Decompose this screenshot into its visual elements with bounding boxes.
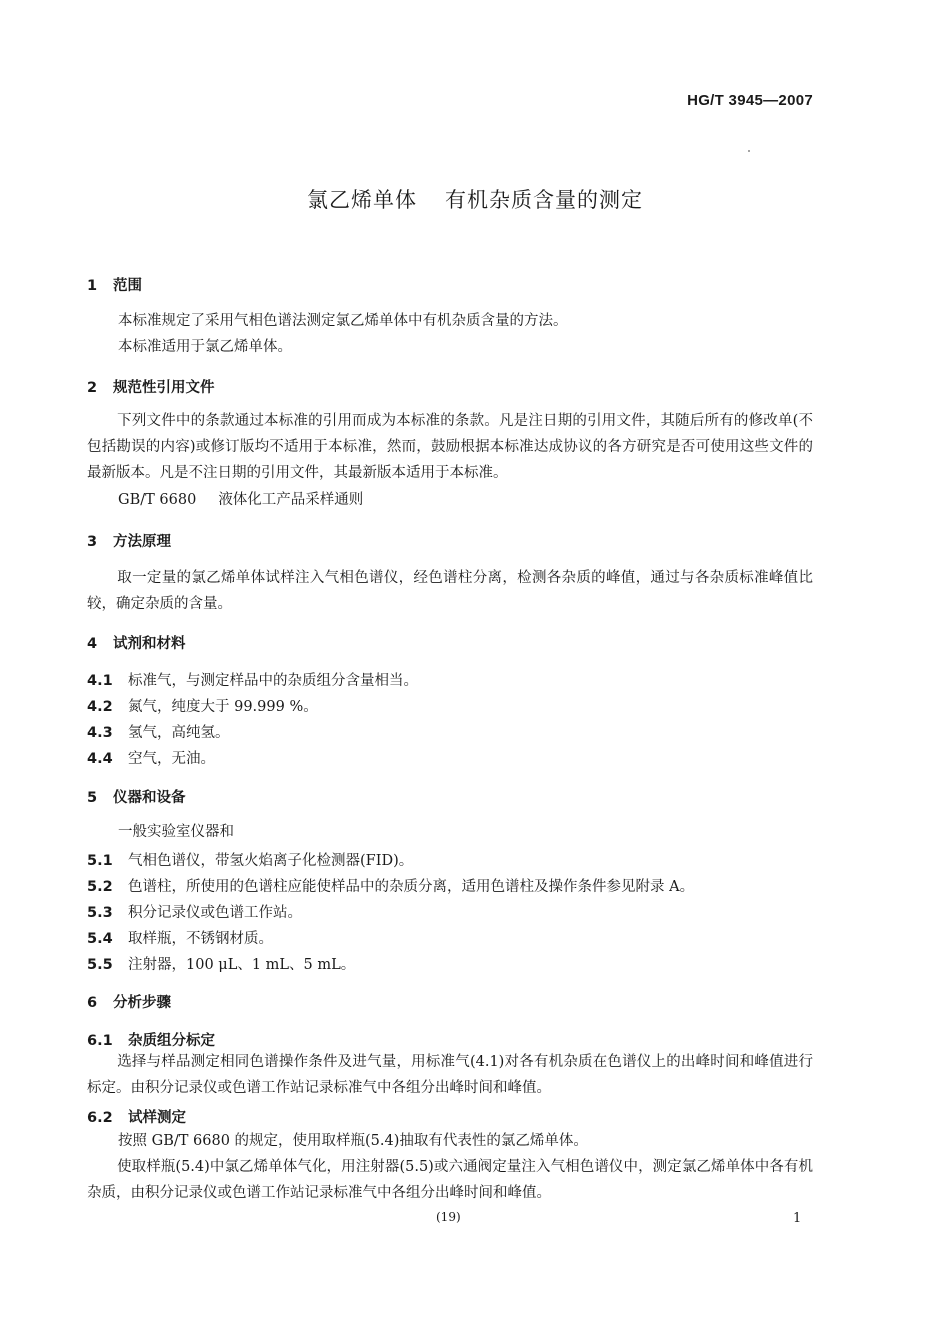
section-title: 方法原理 xyxy=(113,534,171,550)
section-title: 规范性引用文件 xyxy=(113,380,215,396)
section-number: 4 xyxy=(87,636,98,652)
section-title: 试剂和材料 xyxy=(113,636,186,652)
reference-code: GB/T 6680 xyxy=(118,492,197,508)
standard-number: HG/T 3945—2007 xyxy=(687,92,813,109)
s2-paragraph-1 xyxy=(87,408,813,486)
item-text: 空气，无油。 xyxy=(128,751,215,767)
section-number: 6 xyxy=(87,995,98,1011)
s3-paragraph-text: 取一定量的氯乙烯单体试样注入气相色谱仪，经色谱柱分离，检测各杂质的峰值，通过与各杂质标准峰值比较，确定杂质的含量。 xyxy=(87,570,813,612)
item-text: 氢气，高纯氢。 xyxy=(128,725,230,741)
s6-2-paragraph-2 xyxy=(87,1154,813,1206)
subsection-6-1-heading xyxy=(87,1029,215,1050)
reference-title: 液体化工产品采样通则 xyxy=(218,492,364,508)
section-1-heading xyxy=(87,274,142,295)
item-5-5 xyxy=(87,953,355,974)
title-part-1: 氯乙烯单体 xyxy=(307,188,417,212)
item-number: 5.5 xyxy=(87,957,113,973)
s6-2-paragraph-text: 使取样瓶(5.4)中氯乙烯单体气化，用注射器(5.5)或六通阀定量注入气相色谱仪中，测定氯乙烯单体中各有机杂质，由积分记录仪或色谱工作站记录标准气中各组分出峰时间和峰值。 xyxy=(87,1159,813,1201)
s1-paragraph-2: 本标准适用于氯乙烯单体。 xyxy=(118,339,292,355)
section-3-heading xyxy=(87,530,171,551)
item-number: 4.2 xyxy=(87,699,113,715)
item-text: 氮气，纯度大于 99.999 %。 xyxy=(128,699,318,715)
item-number: 5.3 xyxy=(87,905,113,921)
subsection-6-2-heading xyxy=(87,1106,186,1127)
item-text: 气相色谱仪，带氢火焰离子化检测器(FID)。 xyxy=(128,853,414,869)
scan-speck xyxy=(748,150,750,152)
section-title: 范围 xyxy=(113,278,142,294)
s5-intro: 一般实验室仪器和 xyxy=(118,824,234,840)
section-number: 2 xyxy=(87,380,98,396)
section-title: 分析步骤 xyxy=(113,995,171,1011)
s1-paragraph-1: 本标准规定了采用气相色谱法测定氯乙烯单体中有机杂质含量的方法。 xyxy=(118,313,568,329)
item-4-1 xyxy=(87,669,418,690)
s3-paragraph-1 xyxy=(87,565,813,617)
item-number: 5.2 xyxy=(87,879,113,895)
item-number: 4.4 xyxy=(87,751,113,767)
section-2-heading xyxy=(87,376,215,397)
subsection-number: 6.1 xyxy=(87,1033,113,1049)
item-text: 注射器，100 μL、1 mL、5 mL。 xyxy=(128,957,356,973)
section-5-heading xyxy=(87,786,186,807)
item-4-2 xyxy=(87,695,318,716)
item-text: 积分记录仪或色谱工作站。 xyxy=(128,905,302,921)
subsection-number: 6.2 xyxy=(87,1110,113,1126)
item-4-3 xyxy=(87,721,230,742)
s2-reference xyxy=(118,491,363,509)
s2-paragraph-text: 下列文件中的条款通过本标准的引用而成为本标准的条款。凡是注日期的引用文件，其随后所有的修改单(不包括勘误的内容)或修订版均不适用于本标准，然而，鼓励根据本标准达成协议的各方研究是否可使用这些文件的最新版本。凡是不注日期的引用文件，其最新版本适用于本标准。 xyxy=(87,413,813,481)
item-4-4 xyxy=(87,747,215,768)
item-5-3 xyxy=(87,901,302,922)
item-number: 4.1 xyxy=(87,673,113,689)
section-6-heading xyxy=(87,991,171,1012)
section-4-heading xyxy=(87,632,186,653)
page-number: 1 xyxy=(793,1211,802,1226)
title-part-2: 有机杂质含量的测定 xyxy=(445,188,643,212)
original-page-number: (19) xyxy=(436,1210,461,1224)
s6-1-paragraph xyxy=(87,1049,813,1101)
item-number: 4.3 xyxy=(87,725,113,741)
section-title: 仪器和设备 xyxy=(113,790,186,806)
item-text: 色谱柱，所使用的色谱柱应能使样品中的杂质分离，适用色谱柱及操作条件参见附录 A。 xyxy=(128,879,695,895)
item-number: 5.1 xyxy=(87,853,113,869)
section-number: 5 xyxy=(87,790,98,806)
subsection-title: 杂质组分标定 xyxy=(128,1033,215,1049)
item-number: 5.4 xyxy=(87,931,113,947)
item-text: 取样瓶，不锈钢材质。 xyxy=(128,931,273,947)
section-number: 3 xyxy=(87,534,98,550)
section-number: 1 xyxy=(87,278,98,294)
s6-1-paragraph-text: 选择与样品测定相同色谱操作条件及进气量，用标准气(4.1)对各有机杂质在色谱仪上的出峰时间和峰值进行标定。由积分记录仪或色谱工作站记录标准气中各组分出峰时间和峰值。 xyxy=(87,1054,813,1096)
item-5-1 xyxy=(87,849,413,870)
document-title xyxy=(0,184,950,214)
s6-2-paragraph-1: 按照 GB/T 6680 的规定，使用取样瓶(5.4)抽取有代表性的氯乙烯单体。 xyxy=(118,1133,588,1149)
item-text: 标准气，与测定样品中的杂质组分含量相当。 xyxy=(128,673,418,689)
item-5-4 xyxy=(87,927,273,948)
item-5-2 xyxy=(87,875,694,896)
subsection-title: 试样测定 xyxy=(128,1110,186,1126)
